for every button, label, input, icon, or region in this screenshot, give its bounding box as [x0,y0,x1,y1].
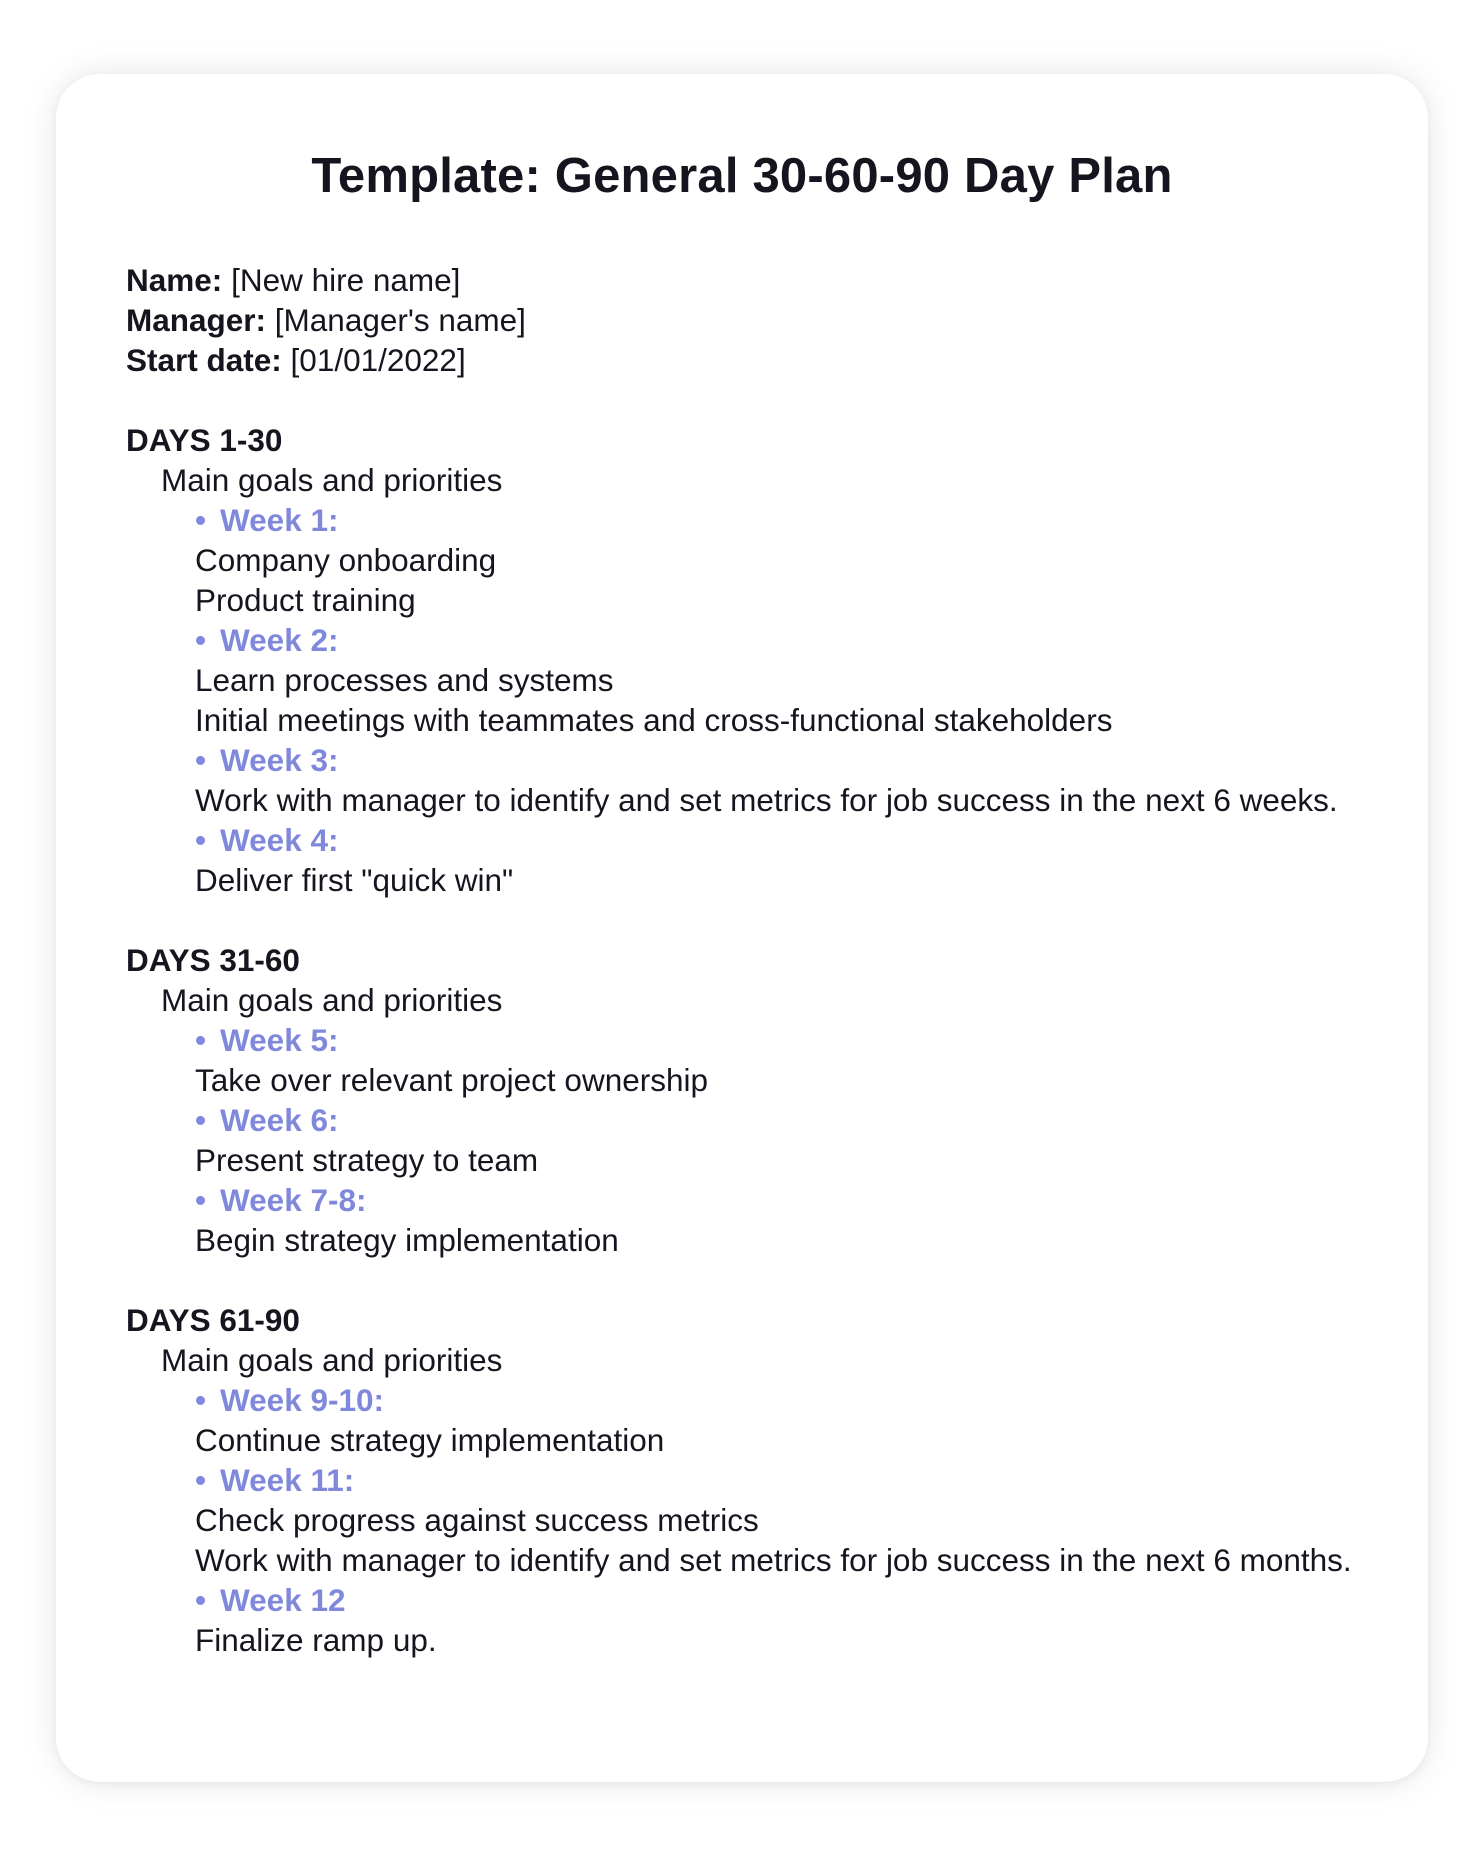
list-item: Present strategy to team [195,1142,539,1178]
field-manager [126,300,1396,340]
week-heading [126,1380,1396,1420]
list-item: Continue strategy implementation [195,1422,665,1458]
document-card [56,74,1428,1782]
bullet-icon: • [195,622,207,658]
list-item: Initial meetings with teammates and cross-functional stakeholders [195,702,1113,738]
week-heading [126,1020,1396,1060]
section-subheading: Main goals and priorities [161,982,503,1018]
week-heading [126,820,1396,860]
bullet-icon: • [195,822,207,858]
page-title: Template: General 30-60-90 Day Plan [311,149,1173,203]
section-days-31-60 [126,940,1396,1260]
section-heading: DAYS 31-60 [126,942,300,978]
field-name [126,260,1396,300]
week-heading [126,620,1396,660]
section-subheading: Main goals and priorities [161,1342,503,1378]
week-label: Week 9-10: [220,1382,385,1418]
list-item: Finalize ramp up. [195,1622,437,1658]
week-heading [126,1460,1396,1500]
week-label: Week 6: [220,1102,339,1138]
section-subheading: Main goals and priorities [161,462,503,498]
week-label: Week 3: [220,742,339,778]
week-heading [126,740,1396,780]
bullet-icon: • [195,1382,207,1418]
week-heading [126,500,1396,540]
week-heading [126,1580,1396,1620]
list-item: Work with manager to identify and set metrics for job success in the next 6 months. [195,1542,1352,1578]
bullet-icon: • [195,502,207,538]
bullet-icon: • [195,1182,207,1218]
list-item: Check progress against success metrics [195,1502,759,1538]
week-label: Week 11: [220,1462,355,1498]
document-body [126,260,1396,1660]
list-item: Company onboarding [195,542,497,578]
field-value: [New hire name] [231,262,461,298]
field-value: [Manager's name] [274,302,526,338]
bullet-icon: • [195,1462,207,1498]
list-item: Deliver first "quick win" [195,862,514,898]
field-label: Manager: [126,302,267,338]
list-item: Begin strategy implementation [195,1222,619,1258]
section-days-61-90 [126,1300,1396,1660]
week-label: Week 1: [220,502,339,538]
bullet-icon: • [195,1582,207,1618]
week-heading [126,1100,1396,1140]
section-heading: DAYS 61-90 [126,1302,300,1338]
week-label: Week 2: [220,622,339,658]
list-item: Learn processes and systems [195,662,614,698]
field-value: [01/01/2022] [290,342,466,378]
field-start-date [126,340,1396,380]
list-item: Take over relevant project ownership [195,1062,709,1098]
week-label: Week 5: [220,1022,339,1058]
week-label: Week 7-8: [220,1182,367,1218]
field-label: Start date: [126,342,282,378]
bullet-icon: • [195,742,207,778]
week-label: Week 12 [220,1582,346,1618]
week-heading [126,1180,1396,1220]
list-item: Product training [195,582,416,618]
bullet-icon: • [195,1102,207,1138]
list-item: Work with manager to identify and set metrics for job success in the next 6 weeks. [195,782,1338,818]
field-label: Name: [126,262,223,298]
section-heading: DAYS 1-30 [126,422,283,458]
section-days-1-30 [126,420,1396,900]
bullet-icon: • [195,1022,207,1058]
week-label: Week 4: [220,822,339,858]
